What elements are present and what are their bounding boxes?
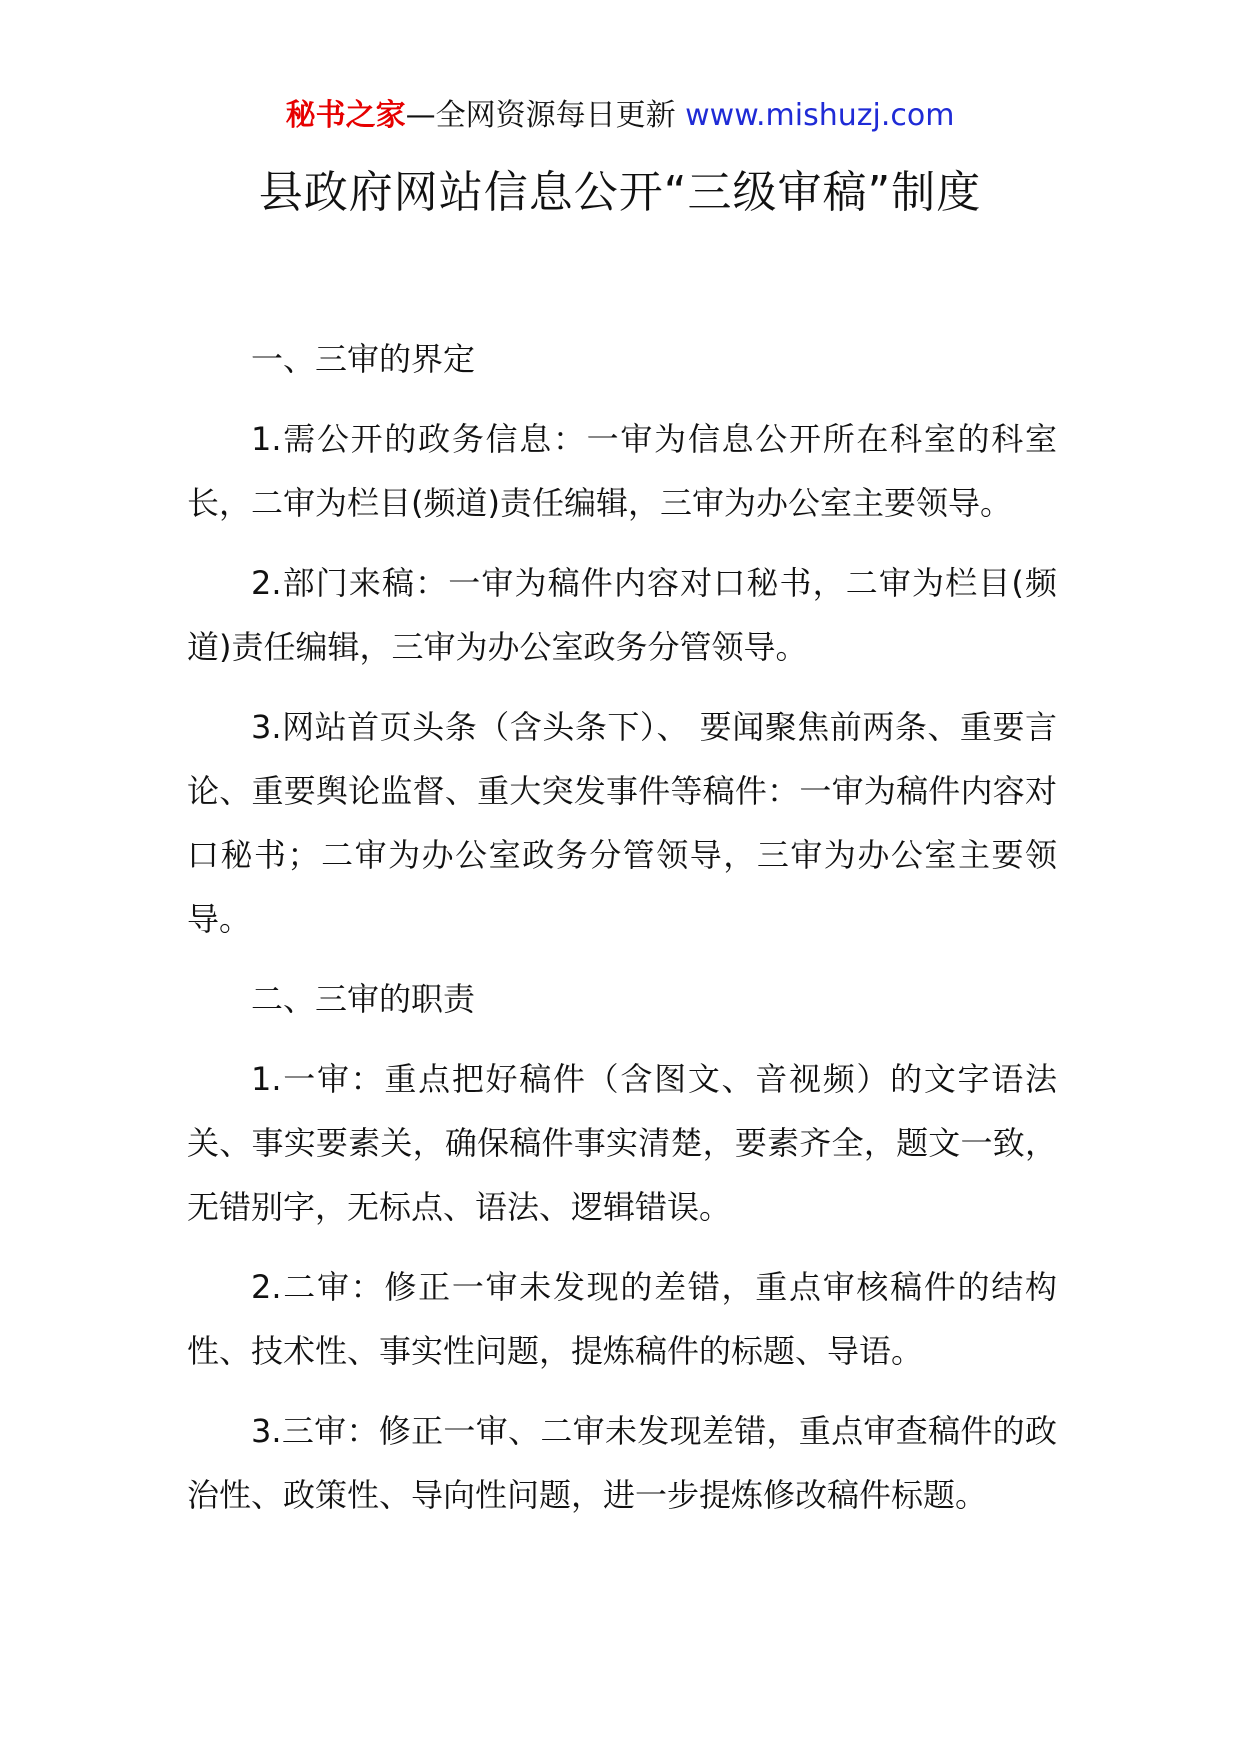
- document-body: [187, 327, 1057, 1543]
- site-url-link[interactable]: www.mishuzj.com: [685, 98, 955, 133]
- section-heading: 二、三审的职责: [251, 980, 476, 1018]
- document-title: 县政府网站信息公开“三级审稿”制度: [258, 167, 982, 218]
- paragraph: 2.部门来稿：一审为稿件内容对口秘书，二审为栏目(频道)责任编辑，三审为办公室政务分管领导。: [187, 564, 1057, 666]
- site-tagline: —全网资源每日更新: [405, 98, 676, 133]
- paragraph: 1.需公开的政务信息：一审为信息公开所在科室的科室长，二审为栏目(频道)责任编辑，三审为办公室主要领导。: [187, 420, 1057, 522]
- brand-name: 秘书之家: [285, 98, 406, 133]
- paragraph: 1.一审：重点把好稿件（含图文、音视频）的文字语法关、事实要素关，确保稿件事实清楚，要素齐全，题文一致，无错别字，无标点、语法、逻辑错误。: [187, 1060, 1057, 1226]
- section-heading: 一、三审的界定: [251, 340, 476, 378]
- paragraph: 3.网站首页头条（含头条下）、 要闻聚焦前两条、重要言论、重要舆论监督、重大突发事件等稿件：一审为稿件内容对口秘书；二审为办公室政务分管领导，三审为办公室主要领导。: [187, 708, 1057, 938]
- site-header: [0, 96, 1240, 136]
- paragraph: 3.三审：修正一审、二审未发现差错，重点审查稿件的政治性、政策性、导向性问题，进一步提炼修改稿件标题。: [187, 1412, 1057, 1514]
- paragraph: 2.二审：修正一审未发现的差错，重点审核稿件的结构性、技术性、事实性问题，提炼稿件的标题、导语。: [187, 1268, 1057, 1370]
